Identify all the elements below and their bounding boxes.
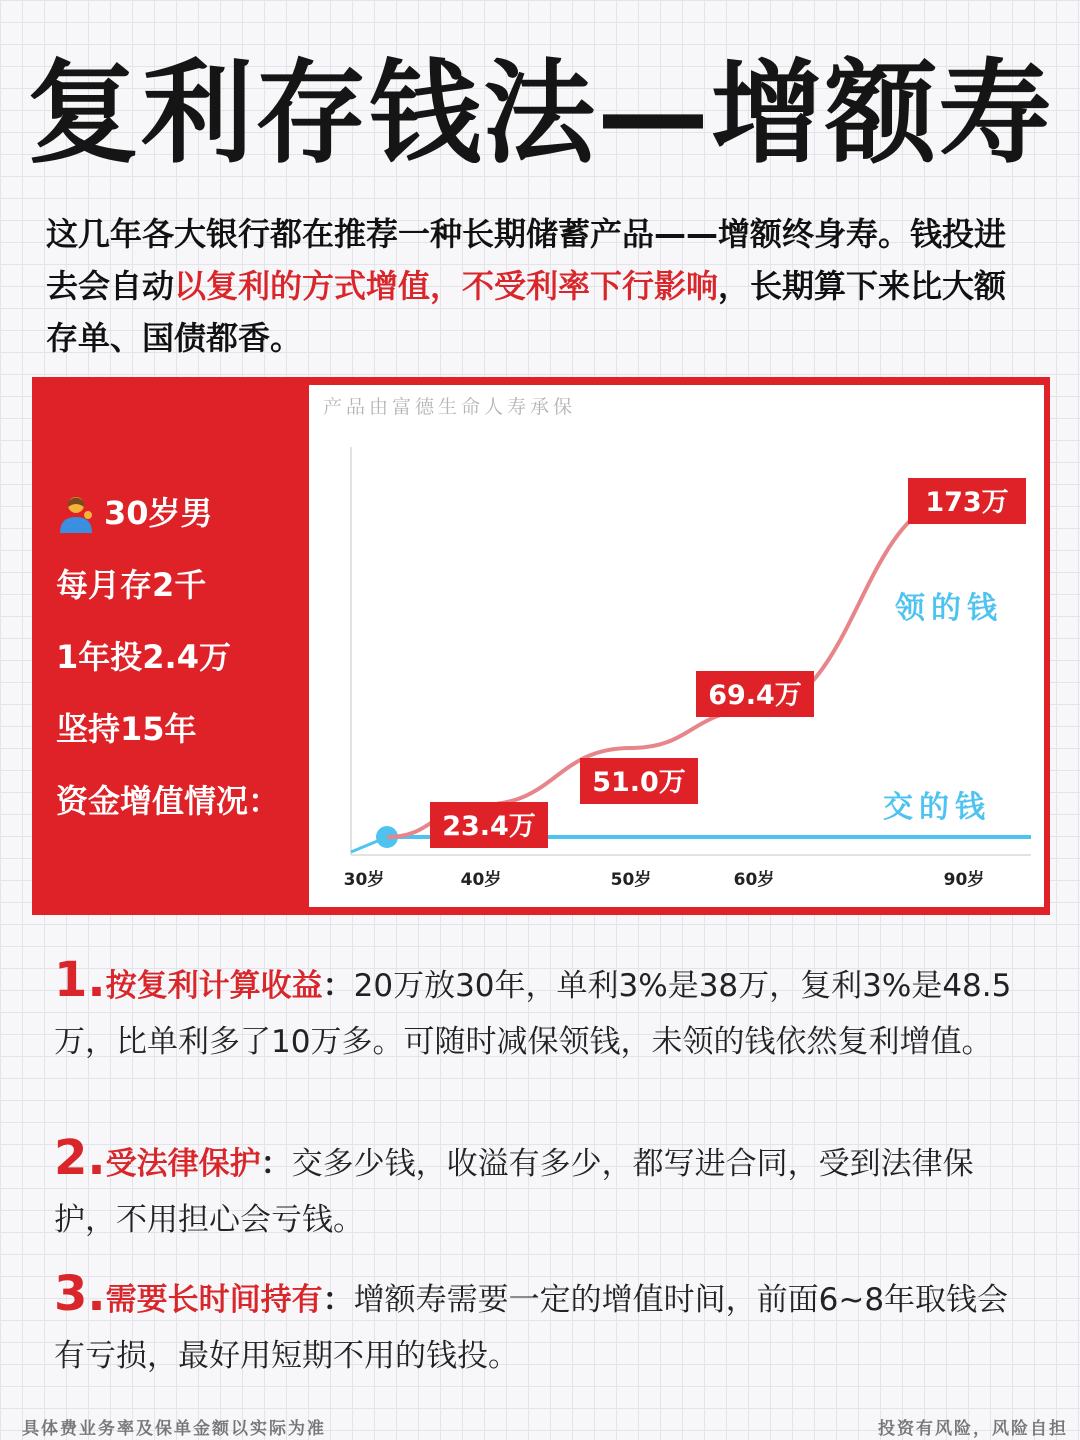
intro-text-2: ，长期算下来比大额存单、国债都香。 [46, 267, 1007, 357]
benefit-body-1: 20万放30年，单利3%是38万，复利3%是48.5万，比单利多了10万多。可随时减保领钱，未领的钱依然复利增值。 [54, 968, 1012, 1060]
growth-chart-svg [309, 385, 1044, 907]
scenario-age-label: 30岁男 [104, 494, 213, 532]
data-label: 51.0万 [592, 767, 686, 798]
benefit-point-2 [54, 1130, 1034, 1248]
page-title: 复利存钱法—增额寿 [27, 49, 1053, 179]
scenario-line-yearly: 1年投2.4万 [56, 638, 231, 676]
x-tick-label: 90岁 [943, 870, 985, 890]
scenario-line-age [56, 477, 280, 549]
benefit-point-1 [54, 952, 1034, 1070]
benefit-colon-1: ： [322, 968, 354, 1004]
scenario-line-monthly: 每月存2千 [56, 566, 207, 604]
footer-risk-notice: 投资有风险，风险自担 [878, 1419, 1068, 1439]
benefit-heading-2: 受法律保护 [105, 1146, 261, 1182]
x-tick-label: 60岁 [733, 870, 775, 890]
benefit-number-2: 2. [54, 1130, 106, 1186]
x-tick-label: 30岁 [343, 870, 385, 890]
scenario-list [56, 477, 280, 837]
benefit-colon-2: ： [260, 1146, 292, 1182]
benefit-heading-1: 按复利计算收益 [105, 968, 323, 1004]
person-tipping-hand-icon [56, 493, 96, 533]
benefit-number-1: 1. [54, 952, 106, 1008]
intro-paragraph [46, 208, 1036, 364]
x-tick-label: 40岁 [460, 870, 502, 890]
benefit-heading-3: 需要长时间持有 [105, 1282, 323, 1318]
scenario-line-duration: 坚持15年 [56, 710, 197, 748]
data-label: 173万 [925, 487, 1009, 518]
scenario-line-heading: 资金增值情况： [56, 782, 281, 820]
x-tick-label: 50岁 [610, 870, 652, 890]
benefit-body-3: 增额寿需要一定的增值时间，前面6~8年取钱会有亏损，最好用短期不用的钱投。 [54, 1282, 1009, 1374]
series-label-paid: 交的钱 [883, 790, 991, 825]
intro-highlight: 以复利的方式增值，不受利率下行影响 [174, 267, 719, 305]
chart-note: 产品由富德生命人寿承保 [323, 396, 577, 418]
footer-disclaimer: 具体费业务率及保单金额以实际为准 [22, 1419, 326, 1439]
benefit-colon-3: ： [322, 1282, 354, 1318]
data-label: 69.4万 [708, 680, 802, 711]
series-label-earned: 领的钱 [895, 591, 1003, 626]
savings-panel [32, 377, 1050, 915]
benefit-body-2: 交多少钱，收溢有多少，都写进合同，受到法律保护，不用担心会亏钱。 [54, 1146, 974, 1238]
data-label: 23.4万 [442, 811, 536, 842]
intro-text-1: 这几年各大银行都在推荐一种长期储蓄产品——增额终身寿。钱投进去会自动 [46, 215, 1007, 305]
benefit-number-3: 3. [54, 1266, 106, 1322]
benefit-point-3 [54, 1266, 1034, 1384]
growth-chart [309, 385, 1044, 907]
